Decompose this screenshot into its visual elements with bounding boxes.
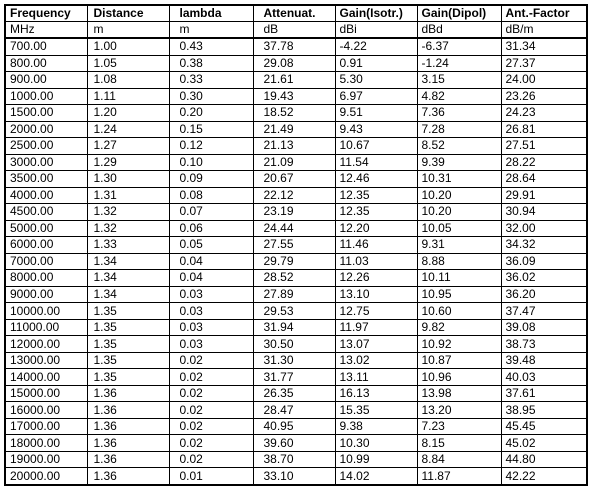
cell-attenuation: 21.49 [253,121,335,138]
cell-distance: 1.24 [87,121,169,138]
cell-antenna-factor: 42.22 [501,468,587,485]
table-row [5,121,587,138]
cell-distance: 1.36 [87,402,169,419]
cell-antenna-factor: 39.08 [501,319,587,336]
cell-gain-isotropic: 10.99 [335,451,417,468]
cell-lambda: 0.02 [169,369,253,386]
cell-distance: 1.00 [87,38,169,55]
cell-attenuation: 31.30 [253,352,335,369]
cell-frequency: 14000.00 [5,369,87,386]
cell-distance: 1.35 [87,319,169,336]
table-row [5,435,587,452]
cell-attenuation: 28.47 [253,402,335,419]
cell-gain-dipole: 7.23 [417,418,501,435]
cell-attenuation: 39.60 [253,435,335,452]
cell-lambda: 0.03 [169,303,253,320]
cell-gain-dipole: 10.05 [417,220,501,237]
cell-gain-isotropic: 6.97 [335,88,417,105]
cell-frequency: 3500.00 [5,171,87,188]
cell-antenna-factor: 36.02 [501,270,587,287]
table-row [5,237,587,254]
cell-antenna-factor: 40.03 [501,369,587,386]
cell-antenna-factor: 27.51 [501,138,587,155]
cell-gain-dipole: -1.24 [417,55,501,72]
cell-gain-isotropic: 13.07 [335,336,417,353]
cell-gain-dipole: 4.82 [417,88,501,105]
cell-lambda: 0.06 [169,220,253,237]
cell-attenuation: 27.89 [253,286,335,303]
cell-gain-isotropic: 12.20 [335,220,417,237]
table-row [5,270,587,287]
cell-distance: 1.08 [87,72,169,89]
header-gain-dipole: Gain(Dipol) [417,5,501,22]
table-row [5,171,587,188]
cell-lambda: 0.33 [169,72,253,89]
cell-frequency: 4000.00 [5,187,87,204]
cell-lambda: 0.43 [169,38,253,55]
cell-gain-isotropic: 15.35 [335,402,417,419]
cell-antenna-factor: 36.09 [501,253,587,270]
cell-distance: 1.36 [87,385,169,402]
cell-antenna-factor: 38.95 [501,402,587,419]
cell-attenuation: 27.55 [253,237,335,254]
cell-gain-isotropic: 16.13 [335,385,417,402]
cell-frequency: 900.00 [5,72,87,89]
cell-antenna-factor: 38.73 [501,336,587,353]
unit-lambda: m [169,22,253,39]
cell-lambda: 0.04 [169,253,253,270]
cell-gain-isotropic: 10.67 [335,138,417,155]
cell-distance: 1.33 [87,237,169,254]
cell-gain-dipole: 10.95 [417,286,501,303]
cell-antenna-factor: 36.20 [501,286,587,303]
unit-frequency: MHz [5,22,87,39]
cell-distance: 1.27 [87,138,169,155]
cell-lambda: 0.15 [169,121,253,138]
cell-gain-isotropic: 12.75 [335,303,417,320]
cell-distance: 1.11 [87,88,169,105]
cell-lambda: 0.08 [169,187,253,204]
cell-antenna-factor: 26.81 [501,121,587,138]
table-row [5,303,587,320]
cell-attenuation: 26.35 [253,385,335,402]
cell-gain-dipole: 13.20 [417,402,501,419]
unit-gain-isotropic: dBi [335,22,417,39]
cell-attenuation: 31.77 [253,369,335,386]
cell-distance: 1.30 [87,171,169,188]
cell-gain-dipole: 8.15 [417,435,501,452]
cell-distance: 1.32 [87,220,169,237]
cell-lambda: 0.03 [169,319,253,336]
table-row [5,286,587,303]
cell-lambda: 0.04 [169,270,253,287]
table-row [5,138,587,155]
cell-lambda: 0.02 [169,418,253,435]
cell-attenuation: 21.09 [253,154,335,171]
cell-antenna-factor: 34.32 [501,237,587,254]
cell-gain-isotropic: -4.22 [335,38,417,55]
cell-frequency: 19000.00 [5,451,87,468]
cell-frequency: 7000.00 [5,253,87,270]
cell-frequency: 1500.00 [5,105,87,122]
unit-distance: m [87,22,169,39]
cell-gain-dipole: 8.88 [417,253,501,270]
cell-gain-isotropic: 11.54 [335,154,417,171]
cell-distance: 1.36 [87,418,169,435]
table-row [5,369,587,386]
cell-frequency: 1000.00 [5,88,87,105]
cell-antenna-factor: 45.02 [501,435,587,452]
cell-frequency: 10000.00 [5,303,87,320]
table-row [5,418,587,435]
cell-frequency: 3000.00 [5,154,87,171]
header-frequency: Frequency [5,5,87,22]
cell-antenna-factor: 31.34 [501,38,587,55]
cell-gain-isotropic: 11.97 [335,319,417,336]
cell-gain-isotropic: 12.35 [335,204,417,221]
header-lambda: lambda [169,5,253,22]
cell-lambda: 0.12 [169,138,253,155]
table-row [5,385,587,402]
cell-gain-isotropic: 10.30 [335,435,417,452]
header-distance: Distance [87,5,169,22]
cell-attenuation: 21.13 [253,138,335,155]
table-row [5,352,587,369]
cell-frequency: 800.00 [5,55,87,72]
cell-attenuation: 29.53 [253,303,335,320]
table-row [5,187,587,204]
cell-gain-isotropic: 9.38 [335,418,417,435]
header-antenna-factor: Ant.-Factor [501,5,587,22]
cell-gain-isotropic: 14.02 [335,468,417,485]
cell-distance: 1.32 [87,204,169,221]
antenna-factor-table [4,4,588,486]
cell-gain-dipole: 3.15 [417,72,501,89]
table-row [5,253,587,270]
cell-attenuation: 33.10 [253,468,335,485]
table-row [5,88,587,105]
cell-antenna-factor: 37.61 [501,385,587,402]
cell-lambda: 0.02 [169,385,253,402]
cell-gain-isotropic: 12.26 [335,270,417,287]
table-row [5,220,587,237]
cell-lambda: 0.02 [169,451,253,468]
cell-antenna-factor: 45.45 [501,418,587,435]
cell-gain-isotropic: 11.46 [335,237,417,254]
cell-distance: 1.36 [87,435,169,452]
cell-frequency: 20000.00 [5,468,87,485]
cell-attenuation: 40.95 [253,418,335,435]
cell-frequency: 16000.00 [5,402,87,419]
header-gain-isotropic: Gain(Isotr.) [335,5,417,22]
cell-frequency: 13000.00 [5,352,87,369]
cell-antenna-factor: 24.23 [501,105,587,122]
cell-gain-isotropic: 13.11 [335,369,417,386]
cell-antenna-factor: 32.00 [501,220,587,237]
cell-gain-dipole: 10.60 [417,303,501,320]
cell-lambda: 0.02 [169,435,253,452]
cell-attenuation: 19.43 [253,88,335,105]
cell-gain-isotropic: 13.10 [335,286,417,303]
cell-antenna-factor: 30.94 [501,204,587,221]
cell-antenna-factor: 27.37 [501,55,587,72]
table-row [5,154,587,171]
cell-distance: 1.35 [87,336,169,353]
table-row [5,55,587,72]
cell-attenuation: 18.52 [253,105,335,122]
cell-attenuation: 38.70 [253,451,335,468]
cell-distance: 1.29 [87,154,169,171]
cell-distance: 1.31 [87,187,169,204]
cell-lambda: 0.03 [169,286,253,303]
cell-attenuation: 37.78 [253,38,335,55]
cell-gain-isotropic: 12.35 [335,187,417,204]
cell-frequency: 11000.00 [5,319,87,336]
cell-distance: 1.20 [87,105,169,122]
table-row [5,402,587,419]
cell-gain-dipole: -6.37 [417,38,501,55]
cell-lambda: 0.02 [169,352,253,369]
cell-gain-isotropic: 9.51 [335,105,417,122]
cell-distance: 1.36 [87,451,169,468]
cell-gain-dipole: 9.82 [417,319,501,336]
cell-frequency: 2000.00 [5,121,87,138]
cell-gain-dipole: 11.87 [417,468,501,485]
cell-frequency: 6000.00 [5,237,87,254]
unit-gain-dipole: dBd [417,22,501,39]
cell-gain-isotropic: 12.46 [335,171,417,188]
cell-gain-dipole: 10.31 [417,171,501,188]
cell-frequency: 15000.00 [5,385,87,402]
cell-lambda: 0.09 [169,171,253,188]
cell-attenuation: 29.79 [253,253,335,270]
cell-distance: 1.36 [87,468,169,485]
table-row [5,204,587,221]
cell-frequency: 17000.00 [5,418,87,435]
table-row [5,451,587,468]
table-row [5,105,587,122]
cell-attenuation: 30.50 [253,336,335,353]
cell-gain-isotropic: 5.30 [335,72,417,89]
cell-distance: 1.34 [87,253,169,270]
cell-frequency: 700.00 [5,38,87,55]
cell-distance: 1.34 [87,286,169,303]
cell-antenna-factor: 28.64 [501,171,587,188]
cell-frequency: 18000.00 [5,435,87,452]
cell-attenuation: 21.61 [253,72,335,89]
cell-distance: 1.35 [87,369,169,386]
table-row [5,336,587,353]
cell-lambda: 0.38 [169,55,253,72]
unit-antenna-factor: dB/m [501,22,587,39]
cell-gain-dipole: 10.92 [417,336,501,353]
cell-gain-dipole: 13.98 [417,385,501,402]
cell-attenuation: 24.44 [253,220,335,237]
cell-gain-dipole: 9.39 [417,154,501,171]
cell-gain-isotropic: 11.03 [335,253,417,270]
cell-attenuation: 22.12 [253,187,335,204]
cell-distance: 1.35 [87,303,169,320]
cell-gain-dipole: 7.36 [417,105,501,122]
cell-antenna-factor: 39.48 [501,352,587,369]
cell-attenuation: 20.67 [253,171,335,188]
cell-lambda: 0.07 [169,204,253,221]
cell-gain-dipole: 10.96 [417,369,501,386]
cell-antenna-factor: 28.22 [501,154,587,171]
cell-lambda: 0.03 [169,336,253,353]
cell-frequency: 9000.00 [5,286,87,303]
cell-gain-dipole: 8.84 [417,451,501,468]
cell-gain-isotropic: 9.43 [335,121,417,138]
header-row [5,5,587,22]
cell-gain-isotropic: 0.91 [335,55,417,72]
cell-gain-dipole: 10.20 [417,187,501,204]
cell-lambda: 0.10 [169,154,253,171]
cell-attenuation: 31.94 [253,319,335,336]
cell-antenna-factor: 44.80 [501,451,587,468]
cell-gain-dipole: 10.87 [417,352,501,369]
cell-frequency: 4500.00 [5,204,87,221]
unit-attenuation: dB [253,22,335,39]
cell-distance: 1.35 [87,352,169,369]
cell-distance: 1.34 [87,270,169,287]
table-row [5,38,587,55]
table-row [5,72,587,89]
cell-attenuation: 23.19 [253,204,335,221]
cell-lambda: 0.20 [169,105,253,122]
table-row [5,319,587,336]
cell-lambda: 0.02 [169,402,253,419]
cell-attenuation: 28.52 [253,270,335,287]
cell-antenna-factor: 37.47 [501,303,587,320]
table-row [5,468,587,485]
cell-frequency: 2500.00 [5,138,87,155]
cell-gain-isotropic: 13.02 [335,352,417,369]
cell-gain-dipole: 8.52 [417,138,501,155]
cell-gain-dipole: 10.11 [417,270,501,287]
cell-lambda: 0.01 [169,468,253,485]
cell-antenna-factor: 23.26 [501,88,587,105]
cell-frequency: 12000.00 [5,336,87,353]
cell-lambda: 0.30 [169,88,253,105]
cell-attenuation: 29.08 [253,55,335,72]
cell-lambda: 0.05 [169,237,253,254]
cell-distance: 1.05 [87,55,169,72]
cell-gain-dipole: 10.20 [417,204,501,221]
cell-frequency: 5000.00 [5,220,87,237]
header-attenuation: Attenuat. [253,5,335,22]
table-body [5,38,587,485]
unit-row [5,22,587,39]
cell-gain-dipole: 9.31 [417,237,501,254]
cell-antenna-factor: 29.91 [501,187,587,204]
cell-antenna-factor: 24.00 [501,72,587,89]
cell-frequency: 8000.00 [5,270,87,287]
cell-gain-dipole: 7.28 [417,121,501,138]
